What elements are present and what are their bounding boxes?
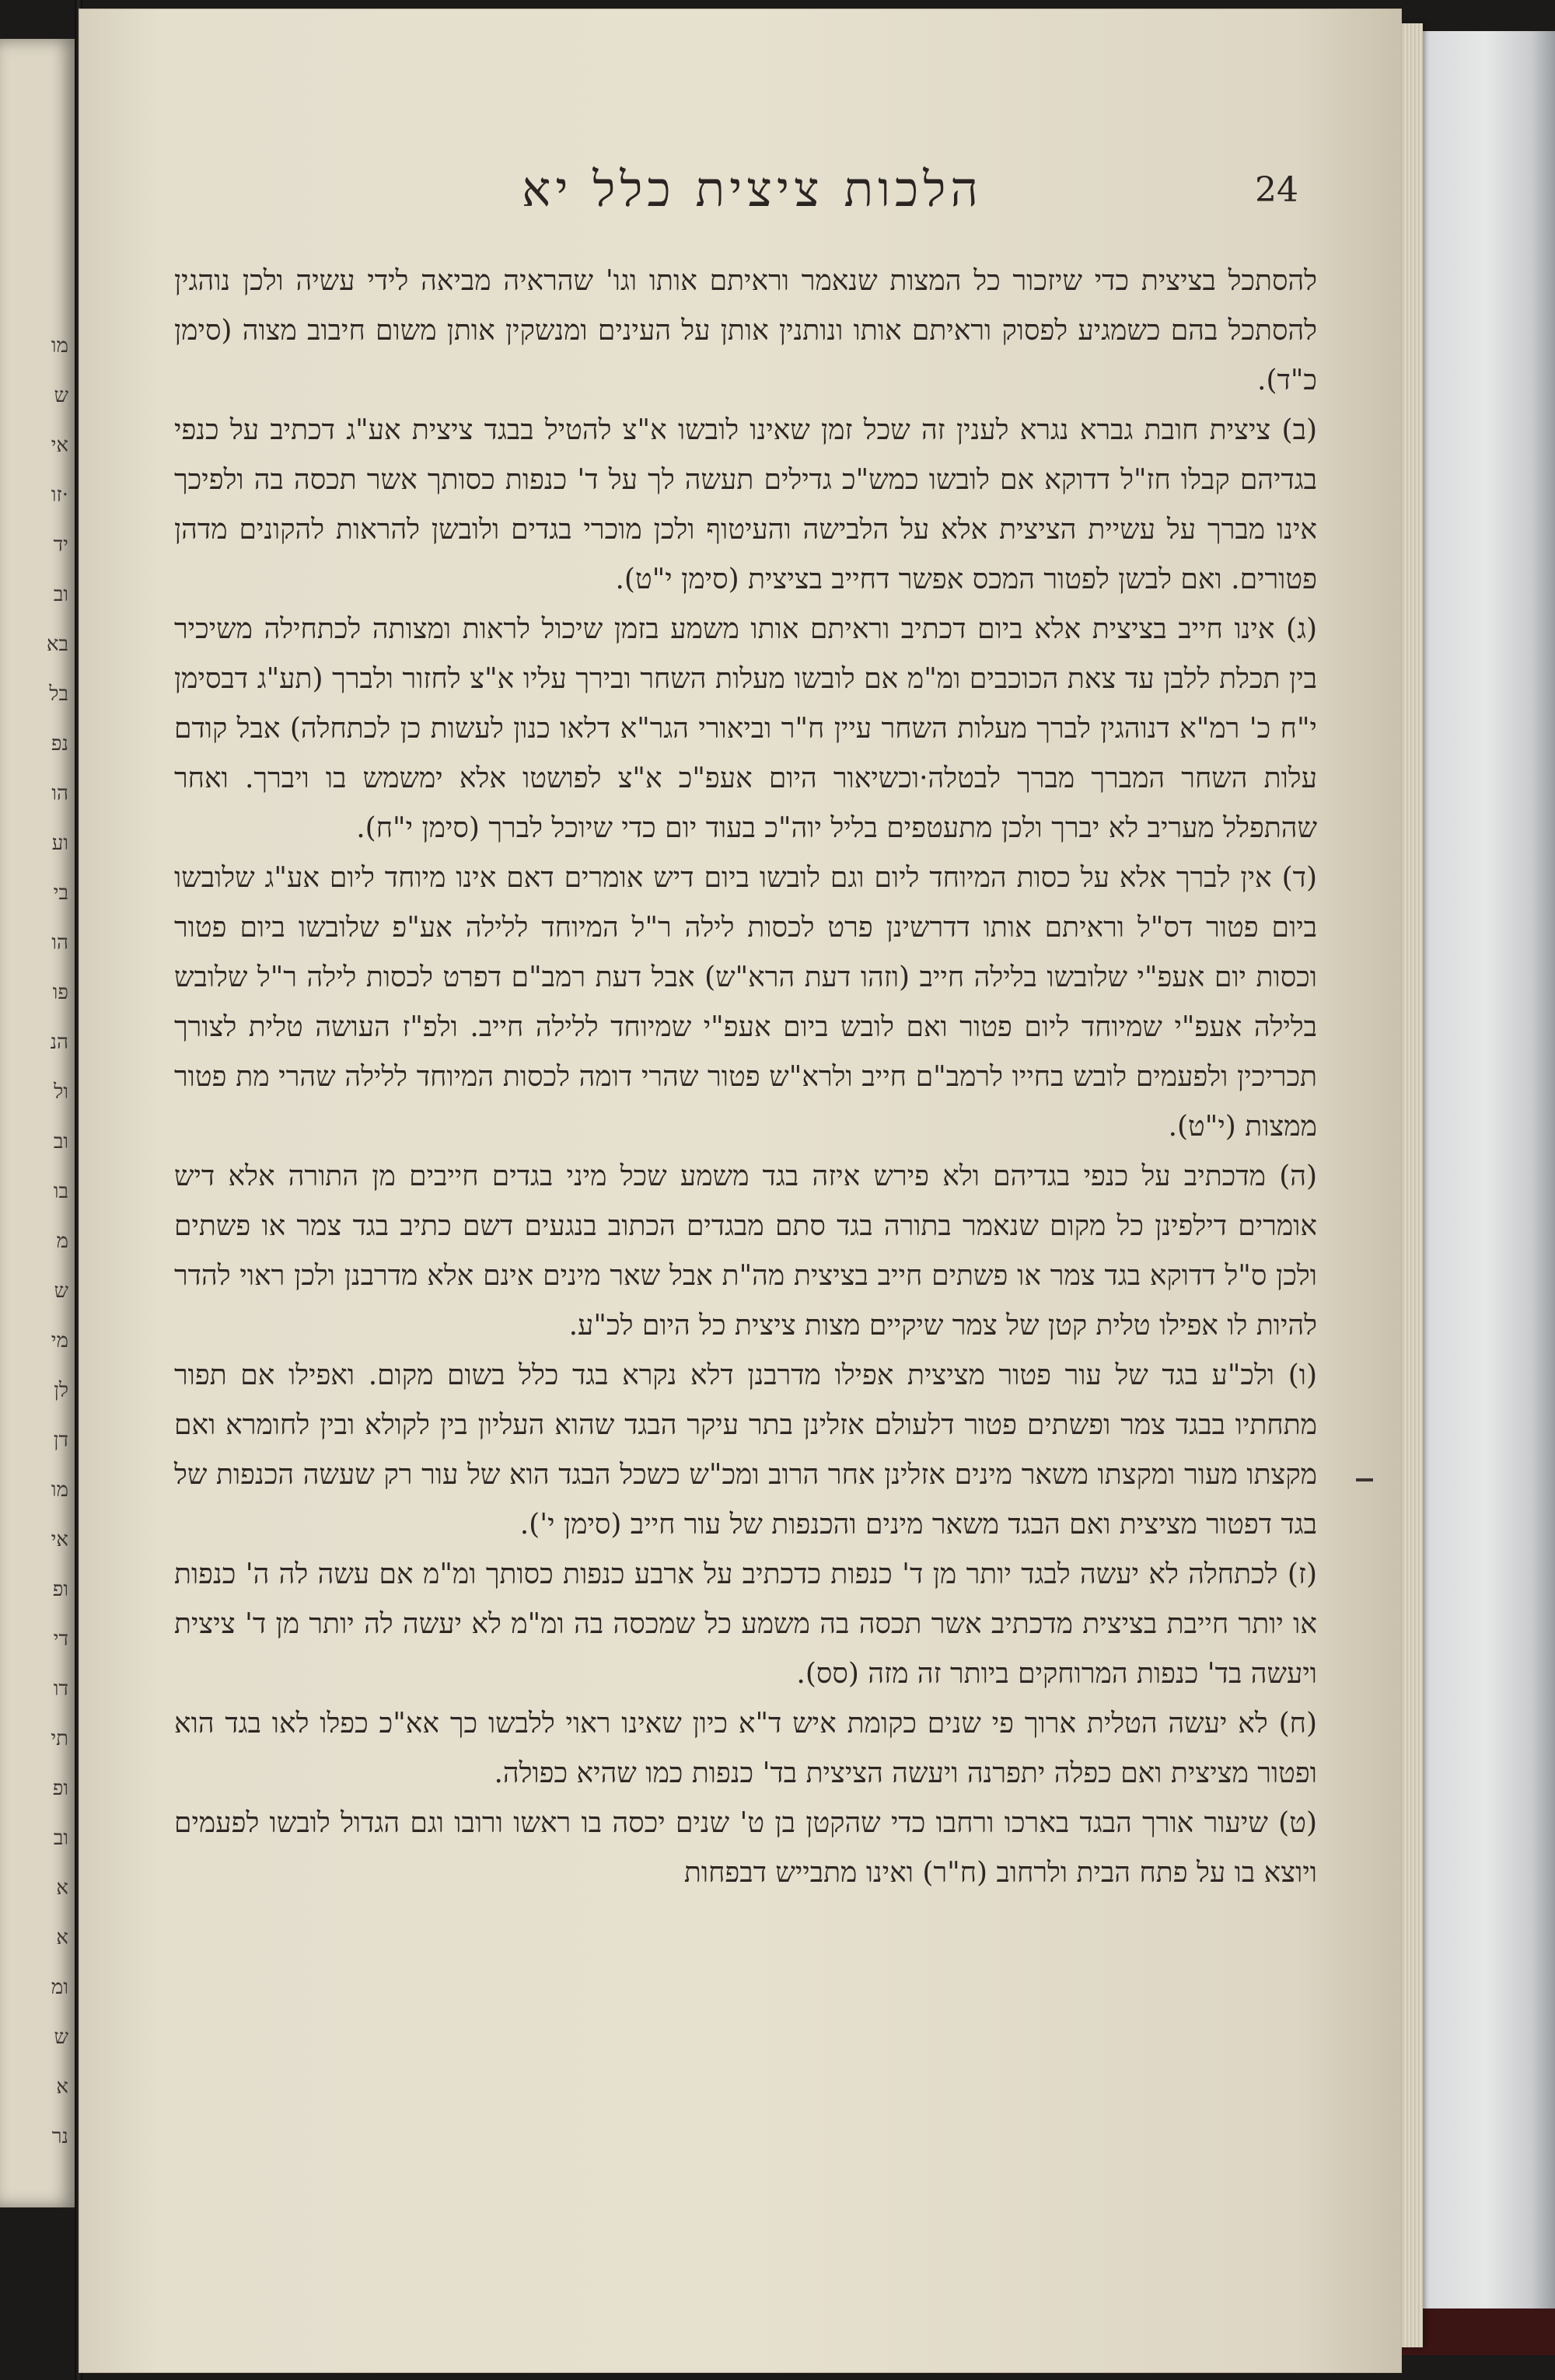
previous-page-fragment: נפ (51, 732, 68, 756)
paragraph-text: לכתחלה לא יעשה לבגד יותר מן ד' כנפות כדכתיב על ארבע כנפות כסותך ומ"מ אם עשה לה ה' כנפות או יותר חייבת בציצית מדכתיב אשר תכסה בה משמע כל שמכסה בה ומ"מ לא יעשה לה יותר מן ד' ציצית ויעשה בד' כנפות המרוחקים ביותר זה מזה (סס). (174, 1558, 1317, 1690)
previous-page-fragment: יד (53, 533, 68, 557)
previous-page-fragment: נר (51, 2125, 68, 2148)
previous-page-fragment: מו (51, 334, 68, 358)
page-content (174, 9, 1317, 2372)
previous-page-fragment: די (53, 1628, 68, 1651)
paragraph-text: אינו חייב בציצית אלא ביום דכתיב וראיתם אותו משמע בזמן שיכול לראות ומצותה לכתחילה משיכיר בין תכלת ללבן עד צאת הכוכבים ומ"מ אם לובשו מעלות השחר ובירך עליו א"צ לחזור ולברך (תע"ג דבסימן י"ח כ' רמ"א דנוהגין לברך מעלות השחר עיין ח"ר וביאורי הגר"א דלאו כנון לעשות כן לכתחלה) אבל קודם עלות השחר המברך מברך לבטלה·וכשיאור היום אעפ"כ א"צ לפושטו אלא ימשמש בו ויברך. ואחר שהתפלל מעריב לא יברך ולכן מתעטפים בליל יוה"כ בעוד יום כדי שיוכל לברך (סימן י"ח). (174, 613, 1318, 844)
previous-page-fragment: דן (53, 1429, 68, 1452)
paragraph-number: (ה) (1279, 1160, 1317, 1192)
paragraph-number: (ט) (1278, 1807, 1318, 1839)
paragraph-text: שיעור אורך הבגד בארכו ורחבו כדי שהקטן בן ט' שנים יכסה בו ראשו ורובו וגם הגדול לובשו לפעמים ויוצא בו על פתח הבית ולרחוב (ח"ר) ואינו מתבייש דבפחות (174, 1807, 1317, 1889)
running-title: הלכות ציצית כלל יא (522, 161, 983, 218)
previous-page-fragment: ומ (51, 1976, 68, 1999)
running-header (174, 161, 1317, 223)
previous-page-fragment: מ (56, 1230, 68, 1253)
previous-page-fragment: וב (53, 1130, 68, 1153)
paragraph (174, 1351, 1317, 1550)
paragraph-number: (ז) (1287, 1558, 1318, 1590)
paragraph (174, 853, 1317, 1152)
previous-page-fragment: ופ (52, 1777, 68, 1800)
previous-page-fragment: בי (53, 881, 68, 905)
previous-page-fragment: בל (49, 682, 68, 706)
paragraph-number: (ח) (1278, 1708, 1318, 1740)
cover-binding (1400, 2308, 1555, 2355)
previous-page-fragment: ופ (52, 1578, 68, 1601)
paragraph-text: לא יעשה הטלית ארוך פי שנים כקומת איש ד"א כיון שאינו ראוי ללבשו כך אא"כ כפלו לאו בגד הוא ופטור מציצית ואם כפלה יתפרנה ויעשה הציצית בד' כנפות כמו שהיא כפולה. (174, 1708, 1317, 1789)
previous-page-fragment: מי (51, 1329, 68, 1352)
paragraph-text: אין לברך אלא על כסות המיוחד ליום וגם לובשו ביום דיש אומרים דאם אינו מיוחד ליום אע"ג שלובשו ביום פטור דס"ל וראיתם אותו דדרשינן פרט לכסות לילה ר"ל המיוחד ללילה אע"פ שלובשו ביום פטור וכסות יום אעפ"י שלובשו בלילה חייב (וזהו דעת הרא"ש) אבל דעת רמב"ם דפרט לכסות לילה ר"ל שלובש בלילה אעפ"י שמיוחד ליום פטור ואם לובש ביום אעפ"י שמיוחד ללילה חייב. ולפ"ז העושה טלית לצורך תכריכין ולפעמים לובש בחייו לרמב"ם חייב ולרא"ש פטור שהרי דומה לכסות המיוחד ללילה שהרי מת פטור ממצות (י"ט). (174, 862, 1317, 1143)
previous-page-fragment: א (56, 1926, 68, 1949)
previous-page-fragment: אי (51, 434, 68, 457)
previous-page-fragment: ש (54, 1279, 68, 1303)
book-cover-board (1400, 31, 1555, 2355)
previous-page-edge (0, 39, 75, 2207)
previous-page-fragment: הו (51, 782, 68, 805)
paragraph-number: (ו) (1288, 1359, 1317, 1391)
previous-page-fragment: בא (46, 633, 68, 656)
paragraph-text: ציצית חובת גברא נגרא לענין זה שכל זמן שאינו לובשו א"צ להטיל בבגד ציצית אע"ג דכתיב על כנפי בגדיהם קבלו חז"ל דדוקא אם לובשו כמש"כ גדילים תעשה לך על ד' כנפות כסותך אשר תכסה בה ולפיכך אינו מברך על עשיית הציצית אלא על הלבישה והעיטוף ולכן מוכרי בגדים ולובשן להראות להקונים מדהן פטורים. ואם לבשן לפטור המכס אפשר דחייב בציצית (סימן י"ט). (174, 414, 1317, 595)
previous-page-fragment: אי (51, 1528, 68, 1551)
previous-page-fragment: פו (52, 981, 68, 1004)
previous-page-fragment: לן (54, 1379, 68, 1402)
previous-page-fragment: בו (53, 1180, 68, 1203)
paragraph (174, 256, 1317, 406)
paragraph (174, 406, 1317, 605)
book-page (79, 9, 1401, 2372)
previous-page-fragment: א (56, 1876, 68, 1900)
previous-page-fragment: הו (51, 931, 68, 954)
paragraph-number: (ד) (1281, 862, 1317, 894)
paragraph (174, 1699, 1317, 1799)
previous-page-fragment: דו (53, 1677, 68, 1701)
paragraph-text: ולכ"ע בגד של עור פטור מציצית אפילו מדרבנן דלא נקרא בגד כלל בשום מקום. ואפילו אם תפור מתחתיו בבגד צמר ופשתים פטור דלעולם אזלינן בתר עיקר הבגד שהוא העליון בין לקולא ובין לחומרא ואם מקצתו מעור ומקצתו משאר מינים אזלינן אחר הרוב ומכ"ש כשכל הבגד הוא של עור רק שעשה הכנפות של בגד דפטור מציצית ואם הבגד משאר מינים והכנפות של עור חייב (סימן י'). (174, 1359, 1317, 1541)
paragraph-text: להסתכל בציצית כדי שיזכור כל המצות שנאמר וראיתם אותו וגו' שהראיה מביאה לידי עשיה ולכן נוהגין להסתכל בהם כשמגיע לפסוק וראיתם אותו ונותנין אותן על העינים ומנשקין אותן משום חיבוב מצוה (סימן כ"ד). (174, 265, 1318, 396)
paragraph (174, 1799, 1317, 1898)
paragraph-number: (ב) (1281, 414, 1317, 446)
previous-page-fragment: א (56, 2075, 68, 2099)
paragraph (174, 1152, 1317, 1351)
paragraph-text: מדכתיב על כנפי בגדיהם ולא פירש איזה בגד משמע שכל מיני בגדים חייבים מן התורה אלא דיש אומרים דילפינן כל מקום שנאמר בתורה בגד סתם מבגדים הכתוב בנגעים דשם כתיב בגד צמר או פשתים ולכן ס"ל דדוקא בגד צמר או פשתים חייב בציצית מה"ת אבל שאר מינים אינם אלא מדרבנן ולכן ראוי להדר להיות לו אפילו טלית קטן של צמר שיקיים מצות ציצית כל היום לכ"ע. (174, 1160, 1317, 1342)
paragraph (174, 605, 1317, 853)
previous-page-fragment: וב (53, 1827, 68, 1850)
previous-page-fragment: וב (53, 583, 68, 606)
paragraph (174, 1550, 1317, 1699)
margin-mark (1356, 1478, 1373, 1481)
previous-page-fragment: ש (54, 384, 68, 407)
previous-page-fragment: וע (51, 832, 68, 855)
page-number: 24 (1255, 170, 1298, 210)
previous-page-fragment: הנ (50, 1031, 68, 1054)
paragraph-number: (ג) (1286, 613, 1317, 645)
previous-page-fragment: ·זו (51, 483, 68, 507)
previous-page-fragment: מו (51, 1478, 68, 1502)
previous-page-fragment: תי (51, 1727, 68, 1750)
previous-page-fragment: ש (54, 2026, 68, 2049)
body-text (174, 256, 1317, 1898)
previous-page-fragment: ול (54, 1080, 68, 1104)
